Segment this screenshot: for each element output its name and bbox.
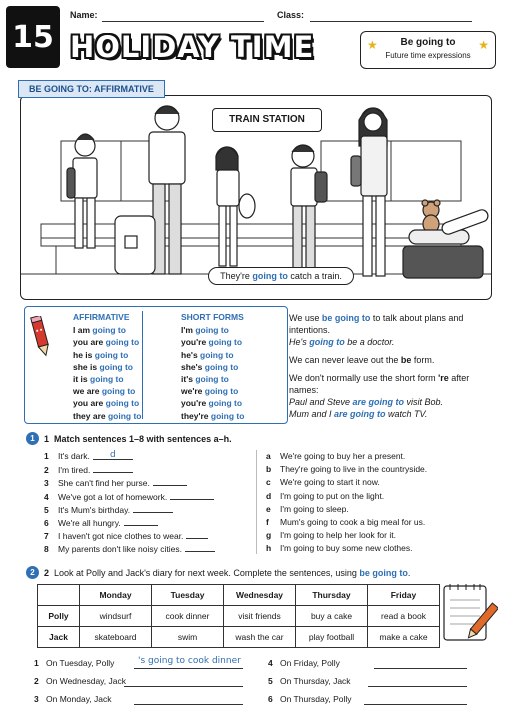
page-title: HOLIDAY TIME — [70, 30, 315, 64]
answer-text: d — [110, 450, 116, 460]
answer-blank[interactable] — [170, 491, 214, 500]
note-text: We don't normally use the short form — [289, 373, 439, 383]
item-number: 2 — [34, 676, 39, 686]
grammar-subject: she's — [181, 361, 203, 372]
grammar-row — [181, 373, 244, 385]
answer-blank[interactable] — [364, 704, 467, 705]
grammar-form: going to — [99, 361, 133, 372]
list-item — [266, 530, 396, 540]
grammar-subject: we are — [73, 386, 100, 397]
table-cell: wash the car — [224, 627, 296, 648]
grammar-row — [181, 410, 244, 422]
grammar-box — [24, 306, 288, 424]
note-text: form. — [411, 355, 435, 365]
exercise-2-highlight: be going to — [359, 568, 408, 578]
pencil-icon — [30, 316, 52, 358]
caption-text: catch a train. — [287, 271, 342, 281]
short-forms-column — [181, 311, 244, 422]
table-corner — [38, 585, 80, 606]
item-number: 6 — [44, 518, 49, 528]
grammar-form: going to — [208, 337, 243, 348]
item-number: 8 — [44, 544, 49, 555]
item-letter: d — [266, 490, 272, 501]
table-header: Thursday — [296, 585, 368, 606]
answer-blank[interactable] — [368, 686, 467, 687]
answer-text: 's going to cook dinner — [138, 656, 241, 666]
note-highlight: are going to — [352, 397, 405, 407]
grammar-form: going to — [204, 386, 239, 397]
note-text: to talk about plans and intentions. — [289, 313, 464, 335]
grammar-row — [181, 324, 244, 336]
list-item — [266, 543, 413, 553]
exercise-1-number: 1 — [44, 434, 50, 444]
item-number: 6 — [268, 694, 273, 704]
exercise-2-badge: 2 — [26, 566, 39, 579]
item-letter: a — [266, 451, 271, 461]
grammar-form: going to — [90, 374, 124, 385]
grammar-row — [181, 336, 244, 348]
exercise-1-title — [44, 434, 232, 444]
grammar-form: going to — [204, 361, 239, 372]
grammar-form: going to — [107, 410, 142, 421]
list-item — [44, 451, 133, 461]
item-text: My parents don't like noisy cities. — [58, 544, 182, 555]
item-text: It's dark. — [58, 451, 90, 461]
list-item — [34, 658, 114, 668]
list-item — [44, 504, 173, 515]
topic-subtitle: Future time expressions — [385, 51, 471, 60]
grammar-form: going to — [92, 325, 126, 336]
table-cell: cook dinner — [152, 606, 224, 627]
caption-bubble — [208, 267, 354, 285]
item-text: We're all hungry. — [58, 518, 121, 528]
item-text: I'm going to put on the light. — [280, 490, 385, 501]
item-number: 5 — [44, 504, 49, 515]
item-text: On Wednesday, Jack — [46, 676, 127, 686]
item-text: On Thursday, Jack — [280, 676, 351, 686]
table-cell: skateboard — [80, 627, 152, 648]
item-letter: g — [266, 530, 272, 541]
item-number: 3 — [34, 694, 39, 704]
grammar-form: going to — [105, 337, 140, 348]
table-cell: visit friends — [224, 606, 296, 627]
caption-text: They're — [220, 271, 253, 281]
table-cell: read a book — [368, 606, 440, 627]
note-example: watch TV. — [385, 409, 428, 419]
exercise-1-instruction: Match sentences 1–8 with sentences a–h. — [54, 434, 232, 444]
item-letter: h — [266, 543, 272, 554]
grammar-form: going to — [195, 374, 229, 385]
note-example: He's — [289, 337, 310, 347]
topic-title: Be going to — [400, 37, 456, 48]
list-item — [268, 694, 352, 704]
short-forms-header: SHORT FORMS — [181, 312, 244, 322]
item-number: 7 — [44, 531, 49, 542]
item-number: 4 — [268, 658, 273, 668]
grammar-form: going to — [195, 325, 229, 336]
item-text: I'm going to buy some new clothes. — [280, 543, 413, 554]
item-number: 1 — [34, 658, 39, 668]
grammar-form: going to — [105, 398, 140, 409]
list-item — [44, 477, 187, 488]
list-item — [268, 658, 340, 668]
section-banner: BE GOING TO: AFFIRMATIVE — [18, 80, 165, 98]
item-text: They're going to live in the countryside. — [280, 464, 428, 475]
answer-blank[interactable] — [133, 504, 173, 513]
answer-blank[interactable] — [124, 686, 243, 687]
table-row — [38, 606, 440, 627]
note-bold: 're — [438, 373, 449, 383]
answer-blank[interactable] — [134, 704, 243, 705]
answer-blank[interactable] — [93, 451, 133, 460]
answer-blank[interactable] — [153, 477, 187, 486]
item-number: 4 — [44, 491, 49, 502]
grammar-subject: they're — [181, 410, 209, 421]
row-header: Jack — [38, 627, 80, 648]
table-cell: swim — [152, 627, 224, 648]
list-item — [44, 517, 158, 528]
answer-blank[interactable] — [124, 517, 158, 526]
list-item — [44, 464, 133, 475]
grammar-row — [181, 397, 244, 409]
grammar-subject: I am — [73, 325, 91, 336]
list-item — [34, 676, 126, 686]
exercise-1-divider — [256, 450, 257, 554]
list-item — [34, 694, 112, 704]
item-text: Mum's going to cook a big meal for us. — [280, 517, 426, 527]
row-header: Polly — [38, 606, 80, 627]
exercise-2-instruction: . — [407, 568, 411, 578]
grammar-form: going to — [208, 398, 243, 409]
table-cell: make a cake — [368, 627, 440, 648]
affirmative-column — [73, 311, 142, 422]
exercise-1-badge: 1 — [26, 432, 39, 445]
item-text: We're going to buy her a present. — [280, 451, 406, 461]
list-item — [266, 517, 425, 527]
grammar-subject: you're — [181, 337, 207, 348]
note-highlight: going to — [309, 337, 345, 347]
note-example: Mum and I — [289, 409, 335, 419]
item-number: 5 — [268, 676, 273, 686]
grammar-row — [73, 410, 142, 422]
exercise-2-number: 2 — [44, 568, 50, 578]
item-text: I haven't got nice clothes to wear. — [58, 531, 184, 542]
item-text: On Monday, Jack — [46, 694, 112, 704]
item-text: On Thursday, Polly — [280, 694, 352, 704]
caption-highlight: going to — [252, 271, 288, 281]
grammar-notes — [289, 312, 489, 426]
grammar-row — [73, 324, 142, 336]
class-label: Class: — [277, 10, 305, 20]
grammar-row — [181, 361, 244, 373]
list-item — [268, 676, 351, 686]
note-text: after names: — [289, 373, 470, 395]
class-field[interactable] — [310, 21, 472, 22]
notepad-icon — [440, 580, 498, 646]
grammar-row — [73, 385, 142, 397]
item-letter: f — [266, 517, 269, 527]
grammar-subject: it's — [181, 374, 193, 385]
grammar-subject: I'm — [181, 325, 193, 336]
grammar-subject: he is — [73, 349, 93, 360]
grammar-row — [73, 349, 142, 361]
grammar-row — [181, 349, 244, 361]
note-example: Paul and Steve — [289, 397, 353, 407]
grammar-subject: you are — [73, 398, 104, 409]
grammar-divider — [142, 311, 143, 419]
item-letter: e — [266, 503, 271, 514]
star-icon: ★ — [478, 38, 489, 52]
grammar-row — [181, 385, 244, 397]
answer-blank[interactable] — [93, 464, 133, 473]
exercise-2-instruction: Look at Polly and Jack's diary for next week. Complete the sentences, using — [54, 568, 360, 578]
item-text: She can't find her purse. — [58, 478, 150, 489]
grammar-row — [73, 361, 142, 373]
item-letter: b — [266, 464, 272, 475]
item-text: We're going to start it now. — [280, 477, 380, 488]
diary-table — [37, 584, 440, 648]
grammar-form: going to — [101, 386, 136, 397]
table-cell: windsurf — [80, 606, 152, 627]
grammar-form: going to — [200, 349, 234, 360]
list-item — [44, 491, 214, 502]
star-icon: ★ — [367, 38, 378, 52]
grammar-subject: we're — [181, 386, 203, 397]
exercise-2-title — [44, 568, 434, 578]
station-sign: TRAIN STATION — [212, 108, 322, 132]
note-example: be a doctor. — [344, 337, 395, 347]
item-text: On Tuesday, Polly — [46, 658, 115, 668]
answer-blank[interactable] — [134, 668, 243, 669]
item-number: 2 — [44, 465, 49, 476]
unit-number-badge: 15 — [6, 6, 60, 68]
item-text: I'm going to sleep. — [280, 503, 349, 514]
item-text: I'm tired. — [58, 465, 91, 476]
list-item — [266, 464, 427, 474]
list-item — [266, 491, 384, 501]
table-row — [38, 627, 440, 648]
note-text: We use — [289, 313, 322, 323]
note-example: visit Bob. — [404, 397, 444, 407]
note-highlight: are going to — [334, 409, 386, 419]
name-field[interactable] — [102, 21, 264, 22]
answer-blank[interactable] — [186, 530, 208, 539]
table-header: Monday — [80, 585, 152, 606]
table-header: Wednesday — [224, 585, 296, 606]
name-label: Name: — [70, 10, 98, 20]
grammar-subject: you are — [73, 337, 104, 348]
grammar-row — [73, 336, 142, 348]
grammar-form: going to — [210, 410, 245, 421]
list-item — [44, 543, 215, 554]
affirmative-header: AFFIRMATIVE — [73, 312, 130, 322]
list-item — [44, 530, 208, 541]
grammar-subject: she is — [73, 361, 98, 372]
list-item — [266, 477, 380, 487]
topic-box — [360, 31, 496, 69]
list-item — [266, 451, 405, 461]
list-item — [266, 504, 349, 514]
grammar-row — [73, 373, 142, 385]
note-text: We can never leave out the — [289, 355, 401, 365]
table-cell: buy a cake — [296, 606, 368, 627]
grammar-row — [73, 397, 142, 409]
item-letter: c — [266, 477, 271, 488]
table-header: Friday — [368, 585, 440, 606]
item-number: 3 — [44, 478, 49, 489]
grammar-form: going to — [94, 349, 129, 360]
grammar-subject: they are — [73, 410, 106, 421]
item-text: I'm going to help her look for it. — [280, 530, 396, 541]
note-bold: be — [400, 355, 412, 365]
grammar-subject: you're — [181, 398, 207, 409]
item-number: 1 — [44, 451, 49, 461]
table-header: Tuesday — [152, 585, 224, 606]
item-text: It's Mum's birthday. — [58, 504, 131, 515]
grammar-subject: he's — [181, 349, 198, 360]
item-text: We've got a lot of homework. — [58, 491, 168, 502]
answer-blank[interactable] — [185, 543, 215, 552]
answer-blank[interactable] — [374, 668, 467, 669]
note-highlight: be going to — [321, 313, 371, 323]
grammar-subject: it is — [73, 374, 88, 385]
item-text: On Friday, Polly — [280, 658, 340, 668]
table-cell: play football — [296, 627, 368, 648]
